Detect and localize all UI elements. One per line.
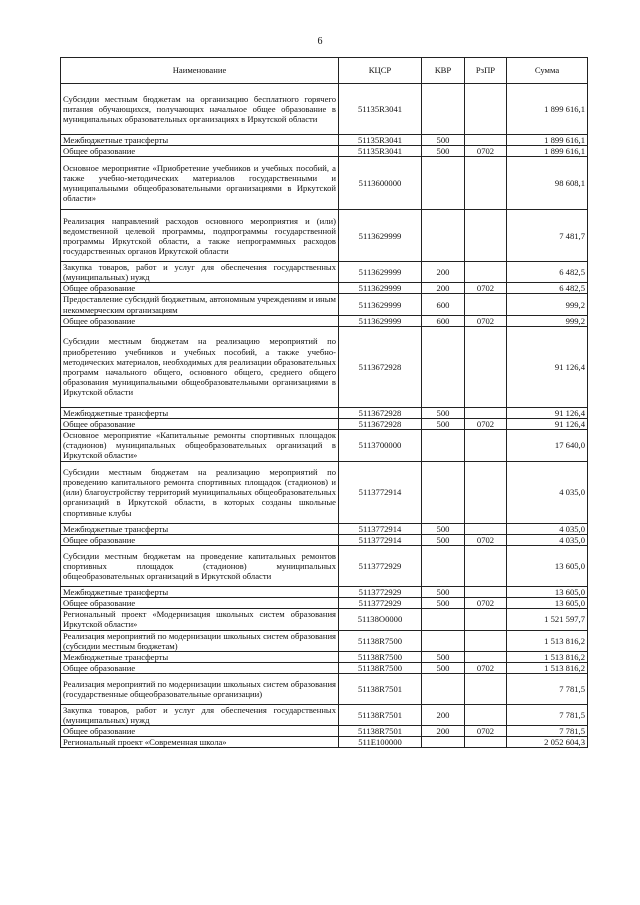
cell-name: Основное мероприятие «Приобретение учебников и учебных пособий, а также учебно-методических материалов государственными и муниципальными общеобразовательными организациями в Иркутской области» <box>61 157 339 210</box>
cell-name: Региональный проект «Современная школа» <box>61 737 339 748</box>
cell-rzpr: 0702 <box>465 146 507 157</box>
table-row <box>61 535 588 546</box>
cell-kvr: 500 <box>422 135 465 146</box>
cell-kvr: 200 <box>422 262 465 283</box>
cell-kcsr: 5113772914 <box>339 535 422 546</box>
cell-rzpr: 0702 <box>465 662 507 673</box>
cell-rzpr <box>465 609 507 630</box>
cell-kcsr: 5113672928 <box>339 407 422 418</box>
cell-sum: 6 482,5 <box>507 283 588 294</box>
cell-name: Межбюджетные трансферты <box>61 651 339 662</box>
cell-rzpr: 0702 <box>465 598 507 609</box>
cell-kvr: 500 <box>422 407 465 418</box>
cell-name: Субсидии местным бюджетам на проведение капитальных ремонтов спортивных площадок (стадионов) муниципальных общеобразовательных организаций в Иркутской области <box>61 546 339 587</box>
table-row <box>61 135 588 146</box>
cell-sum: 7 781,5 <box>507 673 588 704</box>
cell-kcsr: 51138R7500 <box>339 630 422 651</box>
table-row <box>61 283 588 294</box>
cell-sum: 6 482,5 <box>507 262 588 283</box>
header-rzpr: РзПР <box>465 58 507 84</box>
table-row <box>61 630 588 651</box>
table-row <box>61 157 588 210</box>
cell-sum: 91 126,4 <box>507 407 588 418</box>
cell-rzpr <box>465 673 507 704</box>
cell-kvr: 600 <box>422 315 465 326</box>
cell-name: Общее образование <box>61 598 339 609</box>
cell-kcsr: 5113629999 <box>339 210 422 262</box>
header-sum: Сумма <box>507 58 588 84</box>
cell-kvr: 200 <box>422 283 465 294</box>
table-row <box>61 262 588 283</box>
cell-rzpr: 0702 <box>465 315 507 326</box>
table-row <box>61 609 588 630</box>
cell-kcsr: 5113772914 <box>339 523 422 534</box>
cell-kcsr: 5113672928 <box>339 418 422 429</box>
table-row <box>61 704 588 725</box>
cell-rzpr: 0702 <box>465 283 507 294</box>
cell-kvr: 500 <box>422 598 465 609</box>
cell-kvr <box>422 210 465 262</box>
cell-kcsr: 5113629999 <box>339 283 422 294</box>
table-row <box>61 146 588 157</box>
table-row <box>61 315 588 326</box>
cell-name: Реализация мероприятий по модернизации школьных систем образования (субсидии местным бюджетам) <box>61 630 339 651</box>
cell-sum: 1 899 616,1 <box>507 146 588 157</box>
cell-rzpr <box>465 523 507 534</box>
cell-rzpr <box>465 630 507 651</box>
cell-name: Межбюджетные трансферты <box>61 587 339 598</box>
table-row <box>61 210 588 262</box>
cell-sum: 13 605,0 <box>507 598 588 609</box>
cell-kvr <box>422 737 465 748</box>
cell-kcsr: 5113600000 <box>339 157 422 210</box>
table-header-row <box>61 58 588 84</box>
page-number: 6 <box>317 36 323 47</box>
cell-rzpr <box>465 429 507 461</box>
cell-kvr: 500 <box>422 662 465 673</box>
cell-sum: 999,2 <box>507 315 588 326</box>
cell-name: Общее образование <box>61 146 339 157</box>
cell-kcsr: 5113629999 <box>339 262 422 283</box>
cell-rzpr <box>465 461 507 523</box>
cell-sum: 4 035,0 <box>507 461 588 523</box>
cell-sum: 4 035,0 <box>507 535 588 546</box>
table-row <box>61 326 588 407</box>
cell-kvr: 200 <box>422 726 465 737</box>
cell-sum: 999,2 <box>507 294 588 315</box>
cell-sum: 7 481,7 <box>507 210 588 262</box>
table-row <box>61 737 588 748</box>
cell-kcsr: 51138R7501 <box>339 673 422 704</box>
cell-rzpr: 0702 <box>465 535 507 546</box>
table-row <box>61 84 588 135</box>
cell-kcsr: 51135R3041 <box>339 146 422 157</box>
cell-kcsr: 511E100000 <box>339 737 422 748</box>
cell-kcsr: 51138R7500 <box>339 651 422 662</box>
cell-kvr <box>422 157 465 210</box>
cell-rzpr <box>465 587 507 598</box>
cell-kvr: 500 <box>422 418 465 429</box>
cell-sum: 1 513 816,2 <box>507 651 588 662</box>
cell-kcsr: 5113672928 <box>339 326 422 407</box>
table-row <box>61 587 588 598</box>
cell-kcsr: 51138R7501 <box>339 726 422 737</box>
cell-kcsr: 5113772929 <box>339 546 422 587</box>
table-row <box>61 407 588 418</box>
cell-kvr <box>422 609 465 630</box>
cell-rzpr <box>465 651 507 662</box>
cell-kcsr: 51138O0000 <box>339 609 422 630</box>
cell-kcsr: 5113629999 <box>339 294 422 315</box>
cell-rzpr <box>465 210 507 262</box>
table-body <box>61 84 588 748</box>
table-row <box>61 294 588 315</box>
table-row <box>61 418 588 429</box>
cell-name: Межбюджетные трансферты <box>61 523 339 534</box>
cell-sum: 1 521 597,7 <box>507 609 588 630</box>
cell-kvr <box>422 461 465 523</box>
cell-kcsr: 51138R7501 <box>339 704 422 725</box>
cell-name: Общее образование <box>61 418 339 429</box>
cell-kvr: 500 <box>422 587 465 598</box>
cell-name: Межбюджетные трансферты <box>61 407 339 418</box>
cell-sum: 98 608,1 <box>507 157 588 210</box>
cell-rzpr <box>465 407 507 418</box>
table-row <box>61 598 588 609</box>
cell-name: Реализация мероприятий по модернизации школьных систем образования (государственные общеобразовательные организации) <box>61 673 339 704</box>
cell-kcsr: 5113700000 <box>339 429 422 461</box>
cell-sum: 1 899 616,1 <box>507 135 588 146</box>
cell-kcsr: 5113772929 <box>339 598 422 609</box>
cell-kvr <box>422 326 465 407</box>
cell-rzpr <box>465 737 507 748</box>
header-kcsr: КЦСР <box>339 58 422 84</box>
cell-name: Межбюджетные трансферты <box>61 135 339 146</box>
cell-kvr: 200 <box>422 704 465 725</box>
cell-kcsr: 51135R3041 <box>339 84 422 135</box>
cell-rzpr <box>465 157 507 210</box>
cell-rzpr <box>465 546 507 587</box>
cell-name: Закупка товаров, работ и услуг для обеспечения государственных (муниципальных) нужд <box>61 262 339 283</box>
cell-kvr: 500 <box>422 651 465 662</box>
cell-rzpr <box>465 294 507 315</box>
table-row <box>61 546 588 587</box>
table-row <box>61 651 588 662</box>
cell-rzpr: 0702 <box>465 726 507 737</box>
cell-kvr <box>422 630 465 651</box>
header-name: Наименование <box>61 58 339 84</box>
cell-rzpr: 0702 <box>465 418 507 429</box>
table-row <box>61 429 588 461</box>
cell-kvr <box>422 84 465 135</box>
cell-name: Общее образование <box>61 315 339 326</box>
cell-rzpr <box>465 135 507 146</box>
budget-table <box>60 57 588 748</box>
cell-name: Общее образование <box>61 283 339 294</box>
cell-kvr: 600 <box>422 294 465 315</box>
table-row <box>61 673 588 704</box>
cell-kvr: 500 <box>422 535 465 546</box>
cell-name: Субсидии местным бюджетам на реализацию мероприятий по проведению капитального ремонта спортивных площадок (стадионов) и (или) благоустройству территорий муниципальных общеобразовательных организаций в Иркутской области, в которых созданы школьные спортивные клубы <box>61 461 339 523</box>
cell-name: Основное мероприятие «Капитальные ремонты спортивных площадок (стадионов) муниципальных общеобразовательных организаций в Иркутской области» <box>61 429 339 461</box>
cell-kcsr: 5113629999 <box>339 315 422 326</box>
cell-rzpr <box>465 84 507 135</box>
cell-sum: 17 640,0 <box>507 429 588 461</box>
cell-name: Общее образование <box>61 726 339 737</box>
cell-name: Общее образование <box>61 535 339 546</box>
header-kvr: КВР <box>422 58 465 84</box>
cell-kvr: 500 <box>422 523 465 534</box>
cell-sum: 1 899 616,1 <box>507 84 588 135</box>
cell-sum: 13 605,0 <box>507 546 588 587</box>
cell-name: Региональный проект «Модернизация школьных систем образования Иркутской области» <box>61 609 339 630</box>
cell-sum: 91 126,4 <box>507 418 588 429</box>
cell-name: Реализация направлений расходов основного мероприятия и (или) ведомственной целевой программы, подпрограммы государственной программы Иркутской области, а также непрограммных расходов государственных органов Иркутской области <box>61 210 339 262</box>
cell-sum: 13 605,0 <box>507 587 588 598</box>
cell-name: Общее образование <box>61 662 339 673</box>
table-row <box>61 662 588 673</box>
cell-name: Закупка товаров, работ и услуг для обеспечения государственных (муниципальных) нужд <box>61 704 339 725</box>
cell-rzpr <box>465 326 507 407</box>
cell-kvr <box>422 673 465 704</box>
cell-sum: 4 035,0 <box>507 523 588 534</box>
cell-kcsr: 51138R7500 <box>339 662 422 673</box>
cell-name: Предоставление субсидий бюджетным, автономным учреждениям и иным некоммерческим организациям <box>61 294 339 315</box>
cell-kcsr: 51135R3041 <box>339 135 422 146</box>
cell-rzpr <box>465 704 507 725</box>
cell-kcsr: 5113772929 <box>339 587 422 598</box>
cell-sum: 1 513 816,2 <box>507 662 588 673</box>
cell-sum: 7 781,5 <box>507 704 588 725</box>
cell-sum: 91 126,4 <box>507 326 588 407</box>
cell-sum: 2 052 604,3 <box>507 737 588 748</box>
cell-rzpr <box>465 262 507 283</box>
table-row <box>61 461 588 523</box>
cell-name: Субсидии местным бюджетам на организацию бесплатного горячего питания обучающихся, получающих начальное общее образование в муниципальных образовательных организациях в Иркутской области <box>61 84 339 135</box>
cell-kvr <box>422 546 465 587</box>
cell-kvr <box>422 429 465 461</box>
cell-name: Субсидии местным бюджетам на реализацию мероприятий по приобретению учебников и учебных пособий, а также учебно-методических материалов, необходимых для реализации образовательных программ начального общего, основного общего, среднего общего образования муниципальными общеобразовательными организациями в Иркутской области <box>61 326 339 407</box>
cell-sum: 7 781,5 <box>507 726 588 737</box>
cell-kcsr: 5113772914 <box>339 461 422 523</box>
table-row <box>61 726 588 737</box>
table-row <box>61 523 588 534</box>
cell-kvr: 500 <box>422 146 465 157</box>
cell-sum: 1 513 816,2 <box>507 630 588 651</box>
